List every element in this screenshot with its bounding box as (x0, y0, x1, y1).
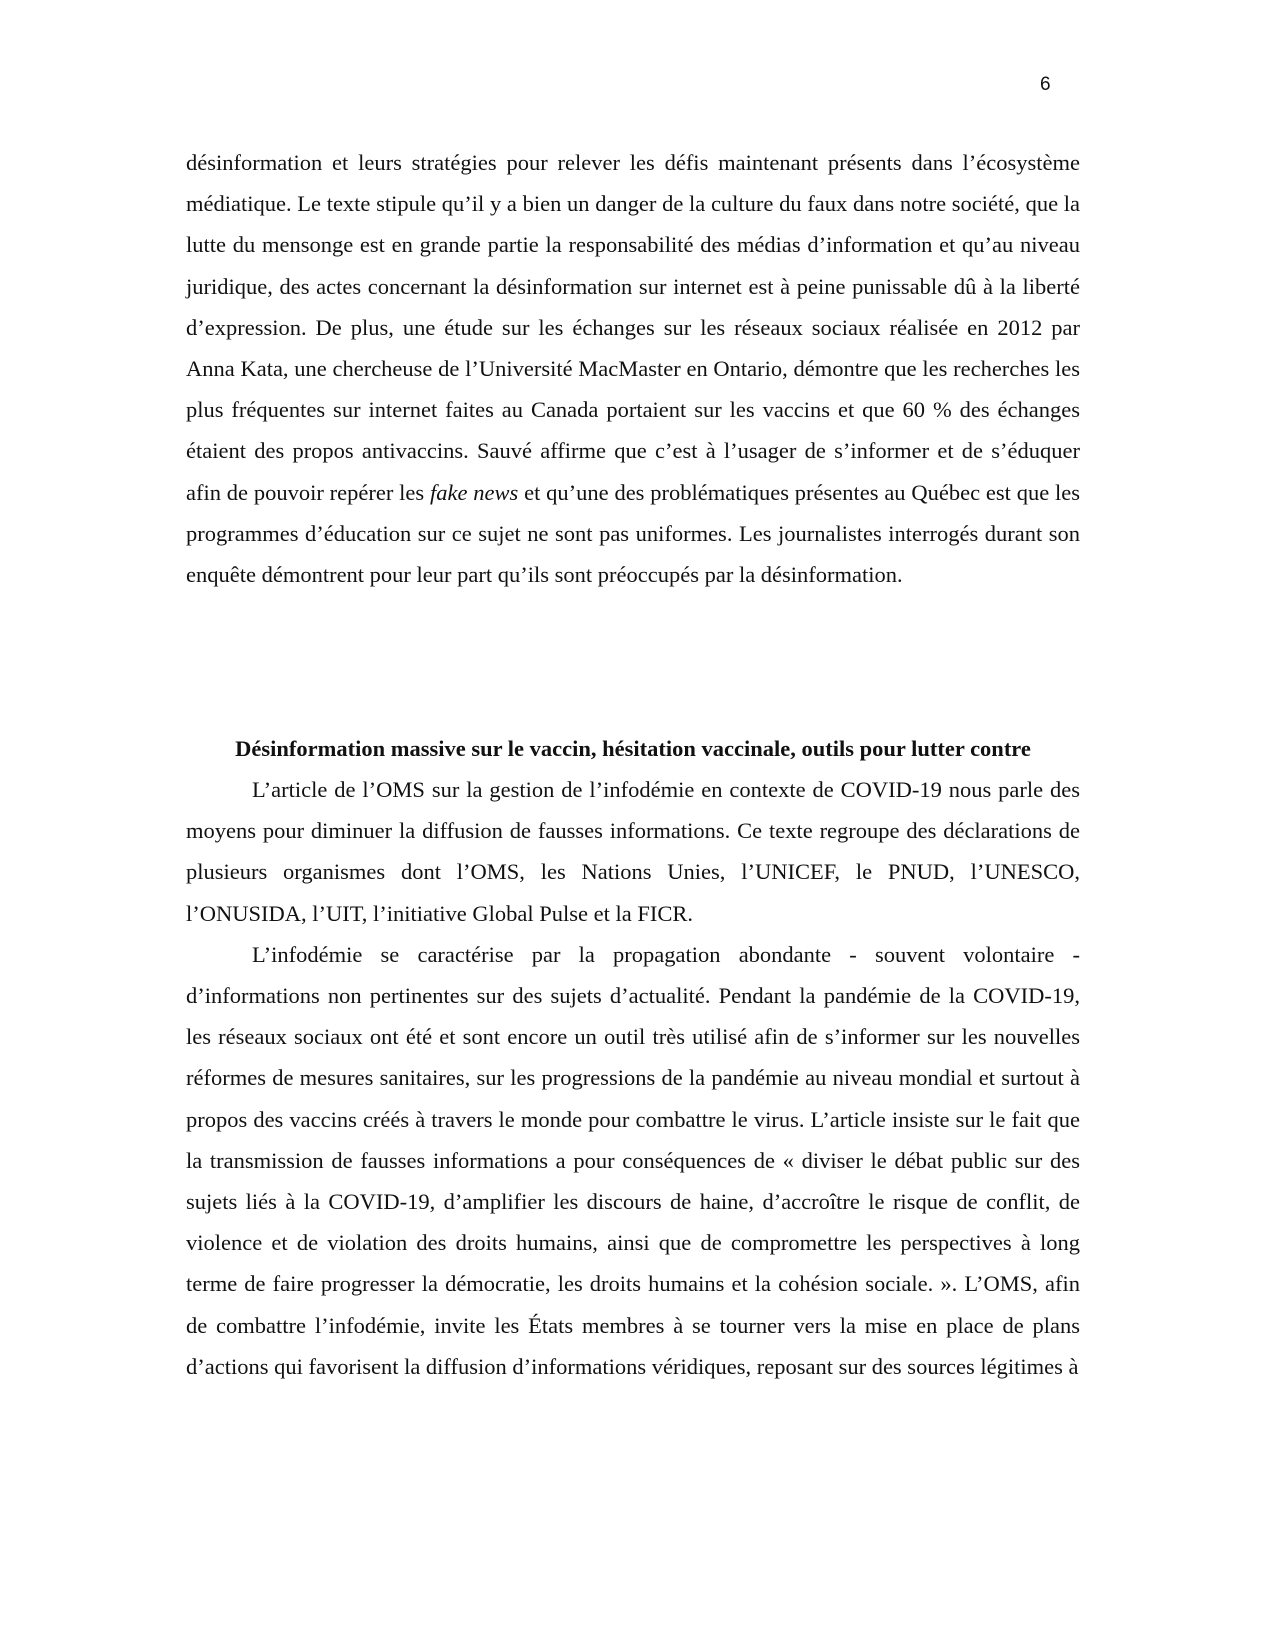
paragraph-text: et qu’une des problématiques présentes au Québec est que les programmes d’éducation sur ce sujet ne sont pas uniformes. Les journalistes interrogés durant son enquête démontrent pour leur part qu’ils sont préoccupés par la désinformation. (186, 479, 1080, 588)
body-text-top (186, 142, 1080, 595)
page-number: 6 (1040, 74, 1051, 95)
italic-term: fake news (429, 479, 519, 505)
paragraph-text: désinformation et leurs stratégies pour relever les défis maintenant présents dans l’écosystème médiatique. Le texte stipule qu’il y a bien un danger de la culture du faux dans notre société, que la lutte du mensonge est en grande partie la responsabilité des médias d’information et qu’au niveau juridique, des actes concernant la désinformation sur internet est à peine punissable dû à la liberté d’expression. De plus, une étude sur les échanges sur les réseaux sociaux réalisée en 2012 par Anna Kata, une chercheuse de l’Université MacMaster en Ontario, démontre que les recherches les plus fréquentes sur internet faites au Canada portaient sur les vaccins et que 60 % des échanges étaient des propos antivaccins. Sauvé affirme que c’est à l’usager de s’informer et de s’éduquer afin de pouvoir repérer les (186, 150, 1080, 505)
body-text-bottom (186, 769, 1080, 1387)
paragraph-infodemie: L’infodémie se caractérise par la propagation abondante - souvent volontaire - d’informations non pertinentes sur des sujets d’actualité. Pendant la pandémie de la COVID-19, les réseaux sociaux ont été et sont encore un outil très utilisé afin de s’informer sur les nouvelles réformes de mesures sanitaires, sur les progressions de la pandémie au niveau mondial et surtout à propos des vaccins créés à travers le monde pour combattre le virus. L’article insiste sur le fait que la transmission de fausses informations a pour conséquences de « diviser le débat public sur des sujets liés à la COVID-19, d’amplifier les discours de haine, d’accroître le risque de conflit, de violence et de violation des droits humains, ainsi que de compromettre les perspectives à long terme de faire progresser la démocratie, les droits humains et la cohésion sociale. ». L’OMS, afin de combattre l’infodémie, invite les États membres à se tourner vers la mise en place de plans d’actions qui favorisent la diffusion d’informations véridiques, reposant sur des sources légitimes à (186, 941, 1080, 1379)
section-heading: Désinformation massive sur le vaccin, hésitation vaccinale, outils pour lutter contre (235, 736, 1031, 761)
paragraph-oms-article: L’article de l’OMS sur la gestion de l’infodémie en contexte de COVID-19 nous parle des moyens pour diminuer la diffusion de fausses informations. Ce texte regroupe des déclarations de plusieurs organismes dont l’OMS, les Nations Unies, l’UNICEF, le PNUD, l’UNESCO, l’ONUSIDA, l’UIT, l’initiative Global Pulse et la FICR. (186, 777, 1080, 926)
paragraph-continuation (186, 142, 1080, 595)
